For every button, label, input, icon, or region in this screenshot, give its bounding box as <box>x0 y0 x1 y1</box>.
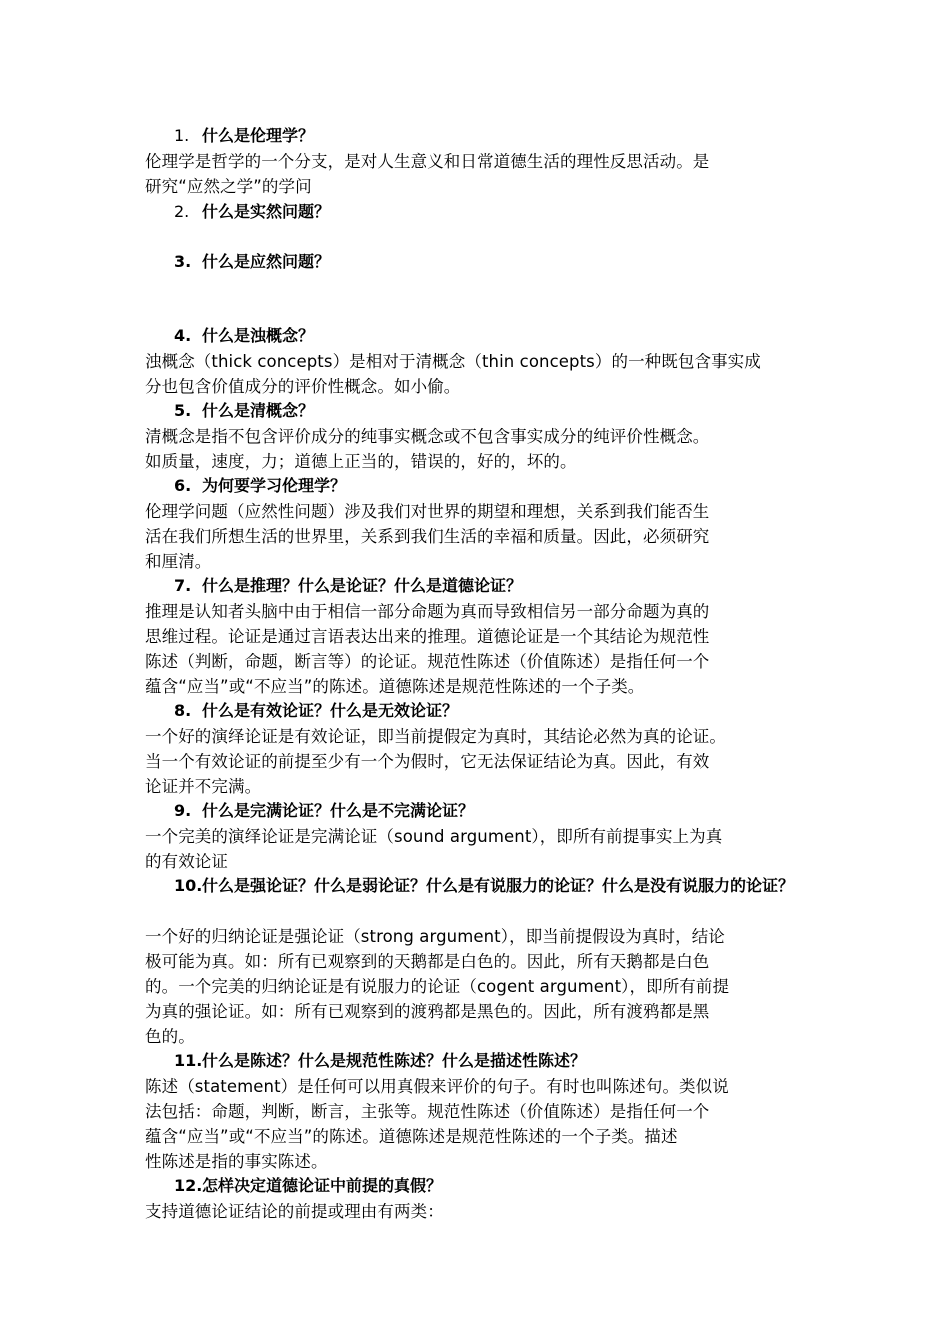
answer-line: 思维过程。论证是通过言语表达出来的推理。道德论证是一个其结论为规范性 <box>145 627 710 646</box>
question-12 <box>174 1173 442 1198</box>
question-1 <box>174 123 314 148</box>
answer-line: 极可能为真。如：所有已观察到的天鹅都是白色的。因此，所有天鹅都是白色 <box>145 952 710 971</box>
answer-line: 伦理学是哲学的一个分支，是对人生意义和日常道德生活的理性反思活动。是 <box>145 152 710 171</box>
answer-11 <box>145 1074 821 1174</box>
answer-line: 如质量，速度，力；道德上正当的，错误的，好的，坏的。 <box>145 452 577 471</box>
answer-line: 论证并不完满。 <box>145 777 262 796</box>
answer-10 <box>145 924 821 1049</box>
answer-line: 陈述（statement）是任何可以用真假来评价的句子。有时也叫陈述句。类似说 <box>145 1077 729 1096</box>
answer-5 <box>145 424 821 474</box>
question-number: 3. <box>174 252 192 271</box>
answer-line: 一个完美的演绎论证是完满论证（sound argument），即所有前提事实上为真 <box>145 827 723 846</box>
answer-line: 的。一个完美的归纳论证是有说服力的论证（cogent argument），即所有前提 <box>145 977 730 996</box>
question-2 <box>174 199 330 224</box>
answer-line: 和厘清。 <box>145 552 212 571</box>
answer-line: 支持道德论证结论的前提或理由有两类： <box>145 1202 444 1221</box>
question-text: 什么是推理？什么是论证？什么是道德论证？ <box>202 576 523 595</box>
question-6 <box>174 473 346 498</box>
answer-line: 蕴含“应当”或“不应当”的陈述。道德陈述是规范性陈述的一个子类。 <box>145 677 645 696</box>
answer-12 <box>145 1199 821 1224</box>
question-text: 什么是应然问题？ <box>202 252 331 271</box>
answer-line: 为真的强论证。如：所有已观察到的渡鸦都是黑色的。因此，所有渡鸦都是黑 <box>145 1002 710 1021</box>
question-number: 2. <box>174 202 190 221</box>
question-text: 什么是清概念？ <box>202 401 315 420</box>
answer-line: 活在我们所想生活的世界里，关系到我们生活的幸福和质量。因此，必须研究 <box>145 527 710 546</box>
question-number: 6. <box>174 476 192 495</box>
answer-line: 清概念是指不包含评价成分的纯事实概念或不包含事实成分的纯评价性概念。 <box>145 427 710 446</box>
question-8 <box>174 698 458 723</box>
question-4 <box>174 323 314 348</box>
question-text: 什么是有效论证？什么是无效论证？ <box>202 701 459 720</box>
answer-line: 研究“应然之学”的学问 <box>145 177 312 196</box>
question-text: 什么是强论证？什么是弱论证？什么是有说服力的论证？什么是没有说服力的论证？ <box>202 876 795 895</box>
question-text: 什么是陈述？什么是规范性陈述？什么是描述性陈述？ <box>202 1051 587 1070</box>
question-text: 什么是实然问题？ <box>202 202 331 221</box>
answer-line: 陈述（判断，命题，断言等）的论证。规范性陈述（价值陈述）是指任何一个 <box>145 652 710 671</box>
answer-line: 法包括：命题，判断，断言，主张等。规范性陈述（价值陈述）是指任何一个 <box>145 1102 710 1121</box>
question-text: 什么是浊概念？ <box>202 326 315 345</box>
answer-line: 色的。 <box>145 1027 195 1046</box>
answer-line: 一个好的演绎论证是有效论证，即当前提假定为真时，其结论必然为真的论证。 <box>145 727 726 746</box>
question-number: 8. <box>174 701 192 720</box>
answer-line: 当一个有效论证的前提至少有一个为假时，它无法保证结论为真。因此，有效 <box>145 752 710 771</box>
answer-6 <box>145 499 821 574</box>
question-text: 什么是伦理学？ <box>202 126 315 145</box>
answer-line: 的有效论证 <box>145 852 228 871</box>
question-10 <box>174 873 814 898</box>
answer-7 <box>145 599 821 699</box>
answer-8 <box>145 724 821 799</box>
answer-1 <box>145 149 821 199</box>
answer-4 <box>145 349 821 399</box>
answer-line: 分也包含价值成分的评价性概念。如小偷。 <box>145 377 461 396</box>
question-text: 什么是完满论证？什么是不完满论证？ <box>202 801 475 820</box>
answer-line: 一个好的归纳论证是强论证（strong argument），即当前提假设为真时，结论 <box>145 927 725 946</box>
answer-9 <box>145 824 821 874</box>
question-7 <box>174 573 522 598</box>
question-number: 1. <box>174 126 190 145</box>
question-number: 12. <box>174 1176 203 1195</box>
question-number: 11. <box>174 1051 203 1070</box>
question-9 <box>174 798 474 823</box>
question-text: 怎样决定道德论证中前提的真假？ <box>202 1176 443 1195</box>
answer-line: 蕴含“应当”或“不应当”的陈述。道德陈述是规范性陈述的一个子类。描述 <box>145 1127 678 1146</box>
question-11 <box>174 1048 586 1073</box>
answer-line: 推理是认知者头脑中由于相信一部分命题为真而导致相信另一部分命题为真的 <box>145 602 710 621</box>
answer-line: 伦理学问题（应然性问题）涉及我们对世界的期望和理想，关系到我们能否生 <box>145 502 710 521</box>
answer-line: 浊概念（thick concepts）是相对于清概念（thin concepts）的一种既包含事实成 <box>145 352 761 371</box>
question-number: 10. <box>174 876 203 895</box>
question-text: 为何要学习伦理学？ <box>202 476 347 495</box>
question-number: 4. <box>174 326 192 345</box>
question-number: 5. <box>174 401 192 420</box>
question-number: 9. <box>174 801 192 820</box>
answer-line: 性陈述是指的事实陈述。 <box>145 1152 328 1171</box>
question-3 <box>174 249 330 274</box>
question-5 <box>174 398 314 423</box>
question-number: 7. <box>174 576 192 595</box>
